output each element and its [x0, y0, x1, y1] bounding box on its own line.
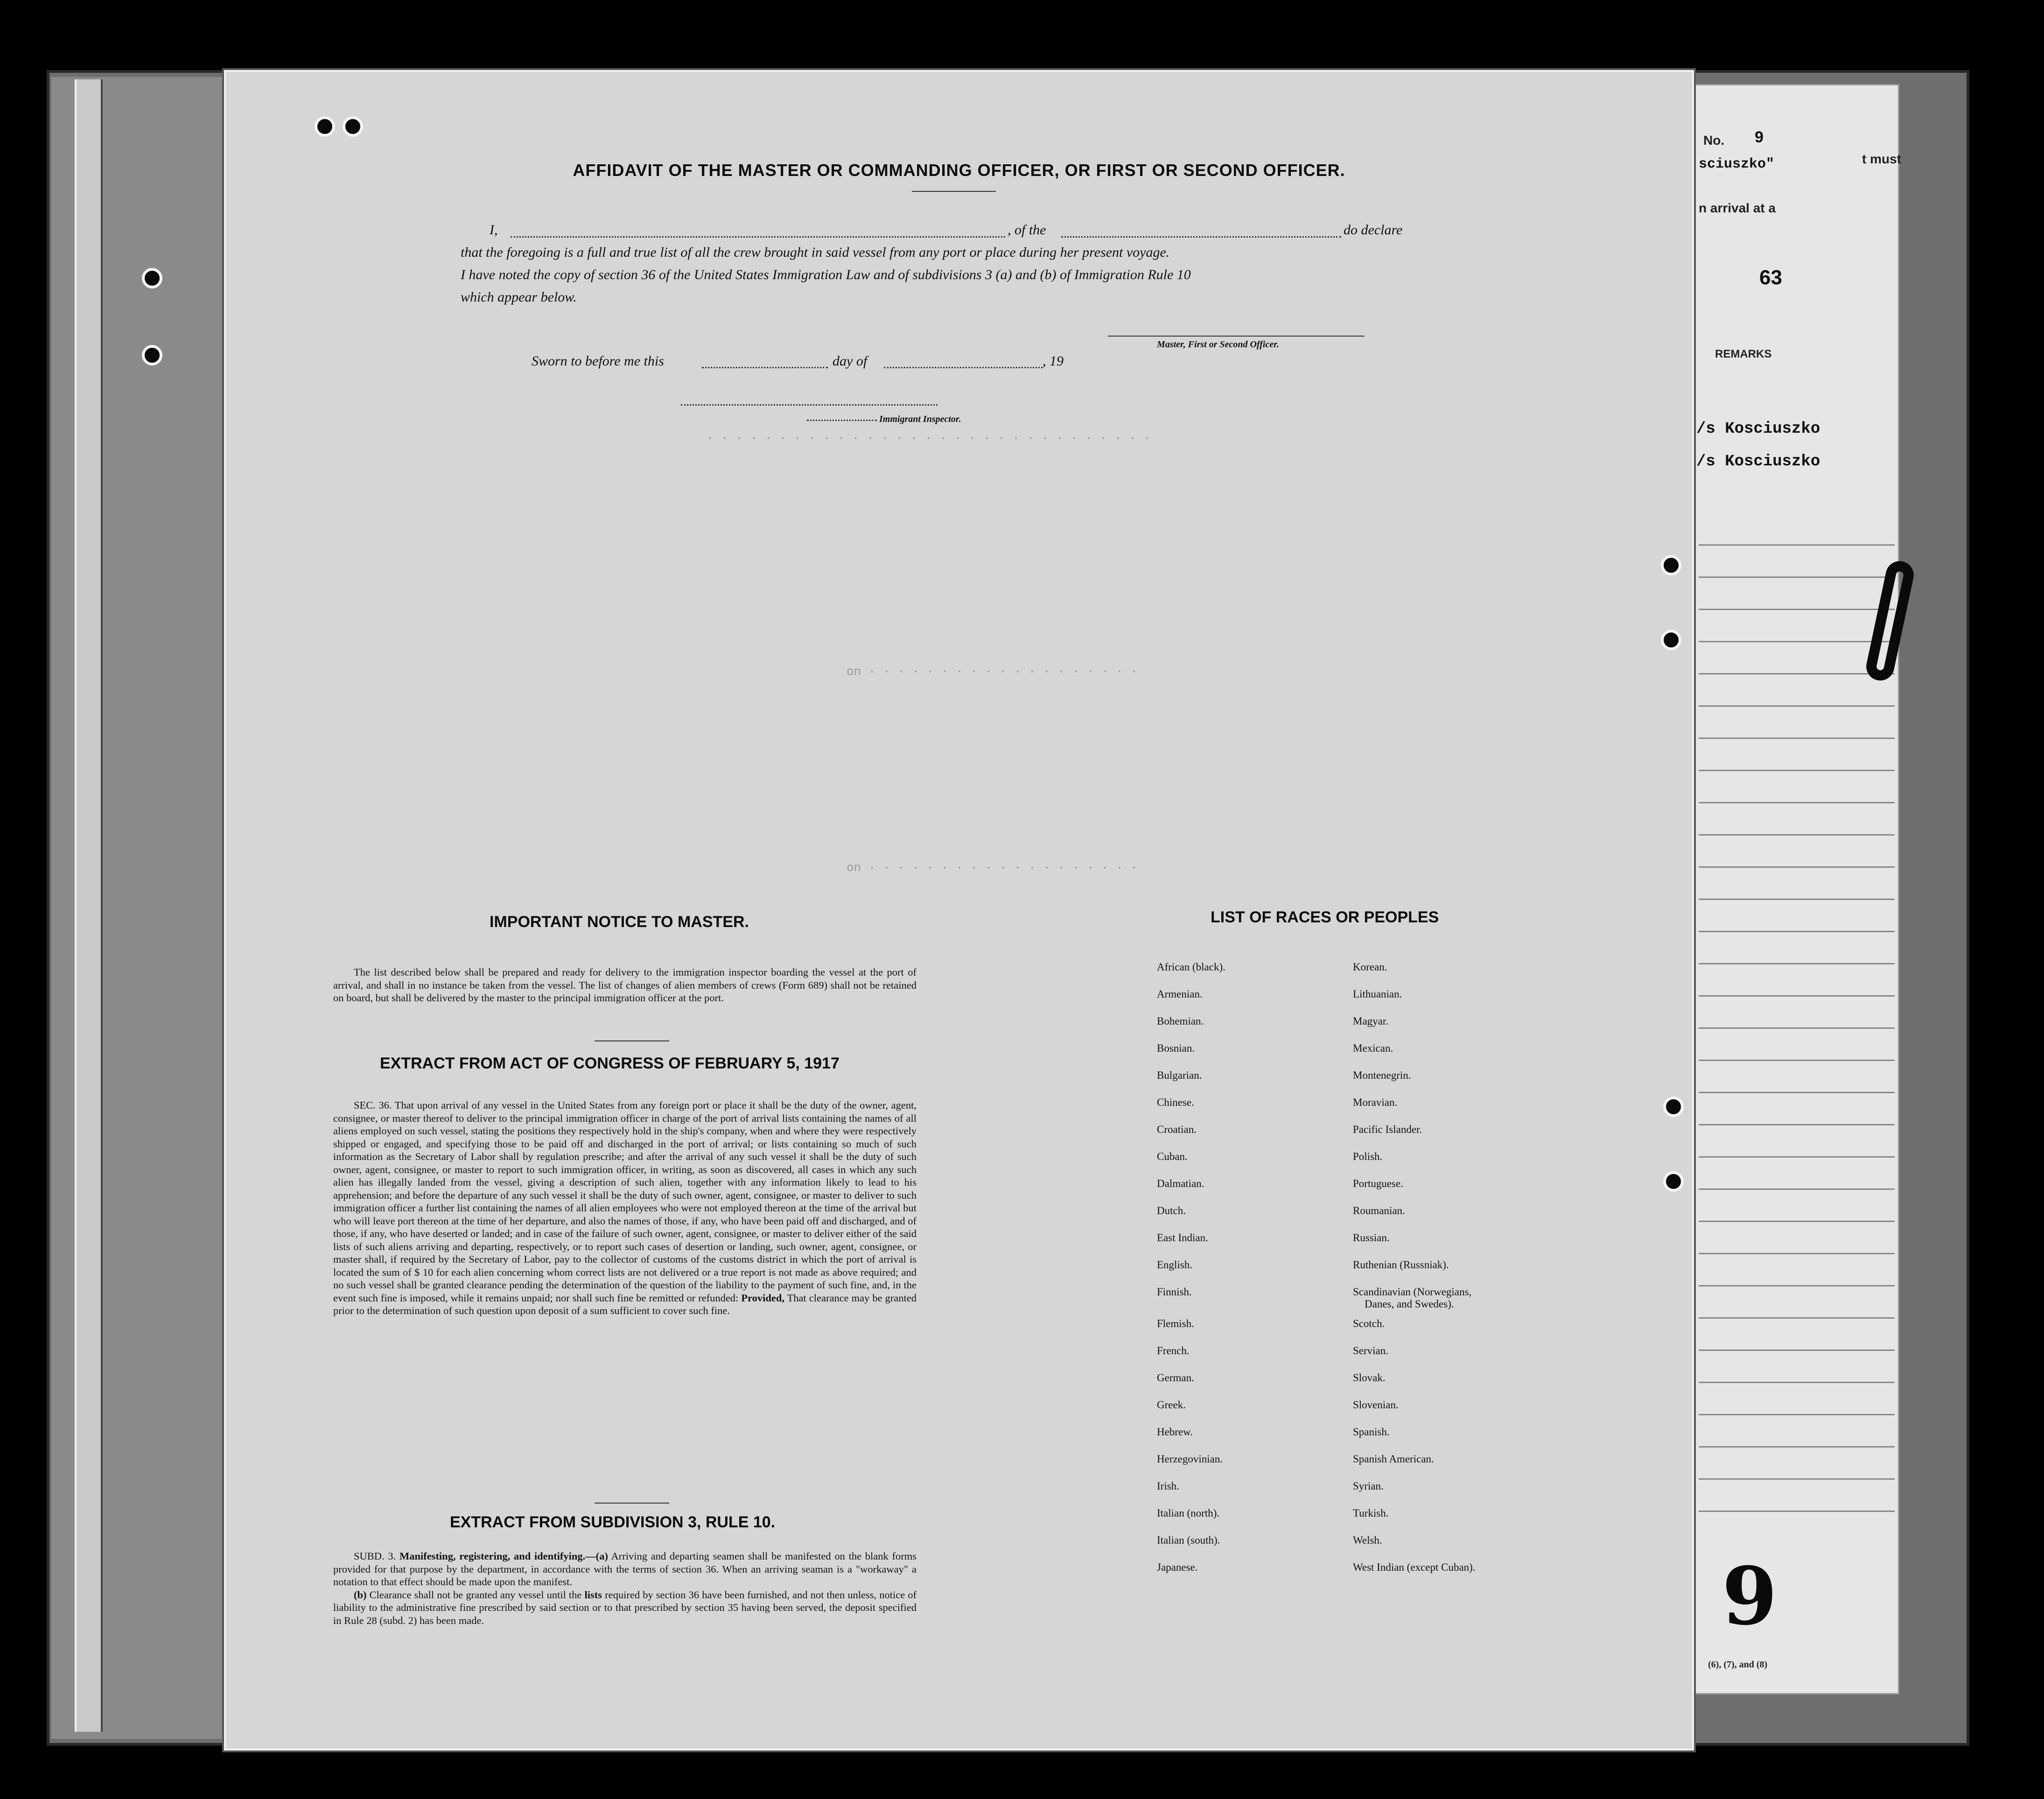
declaration-do-declare: do declare — [1344, 222, 1403, 238]
punch-hole — [315, 116, 335, 137]
title-rule — [912, 191, 996, 192]
punch-hole — [142, 268, 162, 288]
race-item: Greek. — [1157, 1399, 1186, 1411]
instruction-fragment-must: t must — [1862, 152, 1901, 166]
race-item: Irish. — [1157, 1480, 1179, 1492]
proviso-text: That clearance may be granted prior to the determination of such question upon deposit of a sum sufficient to cover such fine. — [333, 1292, 917, 1316]
subd-prefix: SUBD. 3. — [354, 1550, 396, 1562]
punch-hole — [1663, 1096, 1684, 1117]
b-bold: lists — [584, 1588, 602, 1601]
act-heading: EXTRACT FROM ACT OF CONGRESS OF FEBRUARY 5, 1917 — [380, 1054, 840, 1072]
section-rule — [595, 1040, 669, 1041]
vessel-blank — [1061, 236, 1341, 238]
list-number-label: No. — [1703, 133, 1725, 148]
race-item: Scandinavian (Norwegians, — [1353, 1286, 1472, 1298]
race-item: Armenian. — [1157, 988, 1203, 1000]
inspector-caption: Immigrant Inspector. — [879, 414, 961, 424]
b-text-1: Clearance shall not be granted any vessel until the — [369, 1588, 582, 1601]
affidavit-sheet — [224, 70, 1694, 1750]
notice-paragraph: The list described below shall be prepared and ready for delivery to the immigration inspector boarding the vessel at the port of arrival, and shall in no instance be taken from the vessel. The list of changes of alien members of crews (Form 689) shall not be retained on board, but shall be delivered by the master to the principal immigration officer at the port. — [333, 966, 917, 1004]
inspector-signature-line — [681, 404, 938, 406]
page-number: 63 — [1759, 266, 1782, 289]
race-item: East Indian. — [1157, 1232, 1208, 1244]
race-item: Dutch. — [1157, 1205, 1186, 1216]
race-item: Bohemian. — [1157, 1015, 1204, 1027]
punch-hole — [343, 116, 363, 137]
declaration-line-4: which appear below. — [461, 289, 577, 305]
notice-text — [333, 966, 917, 1005]
declaration-line-2: that the foregoing is a full and true list of all the crew brought in said vessel from any port or place during her present voyage. — [461, 245, 1170, 260]
underlying-ruled-lines — [1699, 513, 1895, 1540]
day-of-text: day of — [833, 353, 868, 369]
race-item: French. — [1157, 1345, 1190, 1356]
b-text-2: required by section 36 have been furnished, and not then unless, notice of liability to the administrative fine prescribed by said section or to that prescribed by section 35 having been served, the deposit specified in Rule 28 (subd. 2) has been made. — [333, 1588, 917, 1626]
race-item: Servian. — [1353, 1345, 1389, 1356]
footer-fragment: (6), (7), and (8) — [1708, 1659, 1768, 1670]
subd-title: Manifesting, registering, and identifying.—(a) — [399, 1550, 609, 1562]
name-blank — [511, 236, 1005, 238]
act-text — [333, 1099, 917, 1317]
sworn-text: Sworn to before me this — [532, 353, 664, 369]
race-item: Italian (south). — [1157, 1534, 1220, 1546]
inspector-signature-line-short — [807, 420, 877, 421]
punch-hole — [1661, 555, 1681, 576]
race-item: Ruthenian (Russniak). — [1353, 1259, 1449, 1271]
sworn-day-blank — [702, 367, 828, 368]
race-item: Spanish American. — [1353, 1453, 1434, 1465]
declaration-i: I, — [490, 222, 498, 238]
race-item: Scotch. — [1353, 1318, 1385, 1329]
race-item: Montenegrin. — [1353, 1069, 1411, 1081]
race-item: West Indian (except Cuban). — [1353, 1561, 1476, 1573]
vessel-name-fragment: sciuszko" — [1699, 156, 1775, 172]
race-item: Croatian. — [1157, 1124, 1197, 1135]
proviso-label: Provided, — [741, 1292, 784, 1304]
show-through-text: · · · · · · · · · · · · · · · · · · · · · · · · · · · · · · · — [707, 431, 1151, 445]
master-signature-line — [1108, 336, 1365, 337]
race-item: African (black). — [1157, 961, 1225, 973]
master-caption: Master, First or Second Officer. — [1157, 339, 1279, 350]
declaration-line-3: I have noted the copy of section 36 of the United States Immigration Law and of subdivisions 3 (a) and (b) of Immigration Rule 10 — [461, 267, 1191, 282]
race-item: Portuguese. — [1353, 1178, 1403, 1189]
subd-text: Arriving and departing seamen shall be manifested on the blank forms provided for that purpose by the department, in accordance with the terms of section 36. When an arriving seaman is a "workaway" a notation to that effect should be made upon the manifest. — [333, 1550, 917, 1588]
race-item: Magyar. — [1353, 1015, 1389, 1027]
race-item: Polish. — [1353, 1151, 1383, 1162]
race-item: Hebrew. — [1157, 1426, 1193, 1438]
race-item: Russian. — [1353, 1232, 1390, 1244]
rule-text — [333, 1550, 917, 1627]
punch-hole — [142, 345, 162, 365]
remarks-header: REMARKS — [1715, 348, 1772, 360]
show-through-text: on · · · · · · · · · · · · · · · · · · · — [847, 665, 1138, 679]
list-number-value: 9 — [1755, 128, 1764, 146]
race-item: Pacific Islander. — [1353, 1124, 1422, 1135]
race-item: Italian (north). — [1157, 1507, 1220, 1519]
race-item: Japanese. — [1157, 1561, 1198, 1573]
race-item: German. — [1157, 1372, 1194, 1384]
race-item: Bosnian. — [1157, 1042, 1195, 1054]
section-rule — [595, 1503, 669, 1504]
rule-heading: EXTRACT FROM SUBDIVISION 3, RULE 10. — [450, 1513, 776, 1531]
handwritten-number: 9 — [1722, 1550, 1778, 1643]
race-item: Lithuanian. — [1353, 988, 1402, 1000]
race-item: Turkish. — [1353, 1507, 1389, 1519]
race-item: Roumanian. — [1353, 1205, 1405, 1216]
binder-strip — [75, 79, 103, 1732]
punch-hole — [1661, 630, 1681, 650]
b-label: (b) — [354, 1588, 367, 1601]
race-item: Mexican. — [1353, 1042, 1393, 1054]
race-item: Korean. — [1353, 961, 1387, 973]
race-item: Finnish. — [1157, 1286, 1192, 1298]
race-item: Dalmatian. — [1157, 1178, 1204, 1189]
race-item: Chinese. — [1157, 1096, 1194, 1108]
race-item: Flemish. — [1157, 1318, 1194, 1329]
race-item: Herzegovinian. — [1157, 1453, 1223, 1465]
race-item: Welsh. — [1353, 1534, 1382, 1546]
race-item: Cuban. — [1157, 1151, 1188, 1162]
notice-heading: IMPORTANT NOTICE TO MASTER. — [490, 913, 749, 931]
race-item: Spanish. — [1353, 1426, 1390, 1438]
remark-row-2: /s Kosciuszko — [1696, 453, 1820, 471]
race-item: Slovenian. — [1353, 1399, 1399, 1411]
race-item: English. — [1157, 1259, 1193, 1271]
declaration-of-the: , of the — [1008, 222, 1046, 238]
race-item: Danes, and Swedes). — [1365, 1298, 1454, 1310]
race-item: Syrian. — [1353, 1480, 1384, 1492]
instruction-fragment-arrival: n arrival at a — [1699, 201, 1776, 215]
race-item: Moravian. — [1353, 1096, 1398, 1108]
act-paragraph: SEC. 36. That upon arrival of any vessel in the United States from any foreign port or place it shall be the duty of the owner, agent, consignee, or master thereof to deliver to the principal immigration officer in charge of the port of arrival lists containing the names of all aliens employed on such vessel, stating the positions they respectively hold in the ship's company, when and where they were respectively shipped or engaged, and specifying those to be paid off and discharged in the port of arrival; or lists containing so much of such information as the Secretary of Labor shall by regulation prescribe; and after the arrival of any such vessel it shall be the duty of such owner, agent, consignee, or master to report to such immigration officer, in writing, as soon as discovered, all cases in which any such alien has illegally landed from the vessel, giving a description of such alien, together with any information likely to lead to his apprehension; and before the departure of any such vessel it shall be the duty of such owner, agent, consignee, or master to deliver to such immigration officer a further list containing the names of all alien employees who were not employed thereon at the time of the arrival but who will leave port thereon at the time of her departure, and also the names of those, if any, who have been paid off and discharged, and of those, if any, who have deserted or landed; and in case of the failure of such owner, agent, consignee, or master to deliver either of the said lists of such aliens arriving and departing, respectively, or to report such cases of desertion or landing, such owner, agent, consignee, or master shall, if required by the Secretary of Labor, pay to the collector of customs of the customs district in which the port of arrival is located the sum of $ 10 for each alien concerning whom correct lists are not delivered or a true report is not made as above required; and no such vessel shall be granted clearance pending the determination of the question of the liability to the payment of such fine, and, in the event such fine is imposed, while it remains unpaid; nor shall such fine be remitted or refunded: — [333, 1099, 917, 1304]
year-text: , 19 — [1043, 353, 1064, 369]
race-item: Slovak. — [1353, 1372, 1386, 1384]
show-through-text: on · · · · · · · · · · · · · · · · · · · — [847, 861, 1138, 875]
remark-row-1: /s Kosciuszko — [1696, 420, 1820, 438]
sworn-month-blank — [884, 367, 1043, 368]
affidavit-title: AFFIDAVIT OF THE MASTER OR COMMANDING OFFICER, OR FIRST OR SECOND OFFICER. — [573, 161, 1345, 180]
punch-hole — [1663, 1171, 1684, 1192]
races-heading: LIST OF RACES OR PEOPLES — [1211, 908, 1439, 926]
race-item: Bulgarian. — [1157, 1069, 1202, 1081]
